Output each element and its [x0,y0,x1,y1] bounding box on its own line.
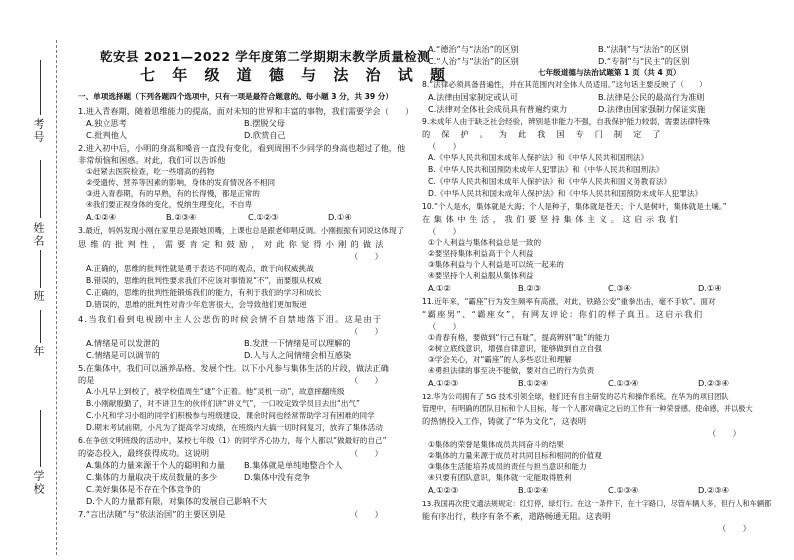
name-line [40,160,41,218]
q2-option-a: A.①②④ [86,212,117,222]
q6-answer-bracket: （ ） [350,448,383,458]
exam-no-label: 考号 [32,118,45,144]
q8-option-a: A.法律由国家制定或认可 [428,92,518,102]
q11-item-3: ③学会关心，对“霸座”的人多些忍让和理解 [428,355,572,364]
q5-stem-line1: 5.在集体中，我们可以涵养品格、发展个性。以下小凡参与集体生活的片段，做法正确 [78,363,389,373]
q4-option-b: B.发泄一下情绪是可以理解的 [244,338,351,348]
q12-option-c: C.①③④ [608,485,639,495]
q12-stem-line1: 12.华为公司拥有了 5G 技术引领全球，他们还有自主研发的芯片和操作系统。在华为的项目团队 [422,392,729,401]
q10-item-3: ③集体利益与个人利益是可以统一起来的 [428,260,564,269]
q10-option-d: D.①④ [698,283,722,293]
q4-option-d: D.人与人之间情绪会相互感染 [244,350,352,360]
q7-stem: 7.“言出法随”与“依法治国”的主要区别是 [78,509,226,519]
q5-option-d: D.期末考试前期，小凡为了提高学习成绩，在班级内大搞一切时间复习，放弃了集体活动 [86,423,383,432]
q12-item-4: ④只要有团队意识，集体就一定能取得胜利 [428,473,572,482]
q8-option-b: B.法律是公民的最高行为准则 [598,92,705,102]
q11-stem-line2: “霸座男”、“霸座女”，有网友评论：你们的样子真丑。这启示我们 [422,309,704,319]
exam-subject: 七 年 级 道 德 与 法 治 试 题 [140,66,452,84]
q12-stem-line2: 管理中，有明确的团队目标和个人目标，每一个人都对确定之后的工作有一种荣誉感、使命感，并以极大 [422,404,753,413]
q11-item-1: ①青春有格，要做到“行己有耻”，提高辨别“耻”的能力 [428,333,611,342]
q7-answer-bracket: （ ） [350,509,383,519]
section-heading: 一、单项选择题（下列各题四个选项中，只有一项是最符合题意的。每小题 3 分，共 39 分） [78,92,393,101]
q3-answer-bracket: （ ） [350,251,383,261]
q10-stem-line1: 10.“个人是水，集体就是大海；个人是种子，集体就是苍天；个人是树叶，集体就是土壤。” [422,202,727,211]
q13-answer-bracket: （ ） [718,523,751,533]
q12-answer-bracket: （ ） [708,428,741,438]
grade-label: 年 [32,345,45,358]
q4-stem: 4.当我们看到电视剧中主人公悲伤的时候会情不自禁地落下泪。这是由于 [78,314,383,324]
q4-option-a: A.情绪是可以发泄的 [86,338,160,348]
q2-option-c: C.①②③ [248,212,279,222]
q12-option-d: D.②③④ [698,485,729,495]
q7-option-a: A.“德治”与“法治”的区别 [428,44,519,54]
q7-option-b: B.“法制”与“法治”的区别 [598,44,689,54]
q3-option-a: A.正确的，思维的批判性就是勇于表达不同的观点，敢于向权威挑战 [86,264,314,273]
q11-stem-line1: 11.近年来，“霸座”行为发生频率有高涨，对此，铁路公安“重拳出击，毫不手软”。面对 [422,297,716,306]
q11-option-b: B.①②④ [518,378,549,388]
q9-stem-line2: 的保护。为此我国专门制定了 [422,129,672,139]
binding-sidebar [0,0,68,560]
q11-item-4: ④勇担法律的事至决不能做，要对自己的行为负责 [428,366,595,375]
q11-option-a: A.①②③ [428,378,459,388]
q5-answer-bracket: （ ） [350,375,383,385]
q7-option-d: D.“专制”与“民主”的区别 [598,56,690,66]
q12-item-3: ③集体生活能培养成员的责任与担当意识和能力 [428,462,587,471]
q10-stem-line2: 在集体中生活，我们要坚持集体主义。这启示我们 [422,214,682,224]
q2-option-b: B.②③④ [166,212,197,222]
q10-answer-bracket: （ ） [428,226,461,236]
q9-option-d: D.《中华人民共和国未成年人保护法》和《中华人民共和国预防未成年人犯罪法》 [428,189,703,198]
school-line [40,410,41,467]
q13-stem-line1: 13.我国再次使文通法规规定：红灯停，绿灯行。在这一条件下，在十字路口，尽管车辆人多，但行人和车辆都 [422,499,772,508]
page-footer: 七年级道德与法治试题第 1 页（共 4 页） [538,68,681,77]
q11-option-d: D.②③④ [698,378,729,388]
q6-stem-line1: 6.在争创文明班级的活动中，某校七年级（1）的同学齐心协力，每个人都以“做最好的自己” [78,436,387,445]
q10-item-2: ②要坚持集体利益高于个人利益 [428,249,534,258]
q5-stem-line2: 的是 [78,375,95,385]
q8-option-d: D.法律由国家强制力保证实施 [598,104,706,114]
q3-option-c: C.正确的，思维的批判性能锻炼我们的能力，有利于我们的学习和成长 [86,288,322,297]
school-label: 学校 [32,470,45,496]
q1-option-d: D.欣赏自己 [244,130,286,140]
q9-option-b: B.《中华人民共和国预防未成年人犯罪法》和《中华人民共和国刑法》 [428,165,664,174]
q1-option-a: A.独立思考 [86,118,127,128]
q1-stem: 1.进入青春期，随着思维能力的提高，面对未知的世界和丰富的事物，我们需要学会（ ） [78,106,414,116]
q6-option-d2: D.个人的力量都有限，对集体的发展自己影响不大 [86,496,267,506]
q10-option-c: C.③④ [608,283,631,293]
q1-option-c: C.批判他人 [86,130,128,140]
q4-answer-bracket: （ ） [350,326,383,336]
class-line [40,250,41,288]
q7-option-c: C.“人治”与“法治”的区别 [428,56,519,66]
q6-option-b: B.集体就是单纯地整合个人 [244,460,343,470]
q3-option-d: D.错误的，思维的批判性对青少年危害很大，会导致他们更加叛逆 [86,300,307,309]
binding-dashed-line [56,40,57,555]
q2-item-1: ①赶紧去医院检查，吃一些增高的药物 [86,167,215,176]
q2-item-4: ④我们要正视身体的变化，悦纳生理变化，不自卑 [86,200,253,209]
q12-option-b: B.①②④ [518,485,549,495]
q6-stem-line2: 的姿态投入，最终获得成功。这说明 [78,448,210,458]
q5-option-b: B.小刚献殷勤了，对不讲卫生的伙伴们讲“讲义气”，一口咬定致学员目去出“出气” [86,399,360,408]
q6-option-c: C.集体的力量取决于成员数量的多少 [86,472,218,482]
q2-item-3: ③进入青春期，有的早熟，有的长得慢，都是正常的 [86,189,260,198]
q11-item-2: ②树立底线意识，增强自律意识，能够做到自立自强 [428,344,602,353]
q5-option-c: C.小凡和学习小组的同学们积极参与班级建设，课余时间也经常帮助学习有困难的同学 [86,411,375,420]
q10-item-1: ①个人利益与集体利益总是一致的 [428,238,542,247]
q12-stem-line3: 的热情投入工作，铸就了“华为文化”，这表明 [422,416,587,426]
q3-stem-line1: 3.最近，妈妈发现小刚在家里总是跟她顶嘴，上课也总是跟老师唱反调。小刚振振有词说这体现了 [78,226,405,235]
q9-option-c: C.《中华人民共和国未成年人保护法》和《中华人民共和国义务教育法》 [428,177,672,186]
q11-answer-bracket: （ ） [428,321,461,331]
q3-option-b: B.错误的，思维的批判性要求我们不应该对事情说“不”，而要服从权威 [86,276,322,285]
q10-option-b: B.②③ [518,283,541,293]
q6-option-d: D.集体中没有竞争 [244,472,311,482]
q2-option-d: D.①④ [328,212,352,222]
q6-option-c2: C.美好集体是不存在个体竞争的 [86,484,201,494]
q2-item-2: ②受遗传、营养等因素的影响，身体的发育情况各不相同 [86,178,276,187]
q9-answer-bracket: （ ） [428,141,461,151]
name-label: 姓名 [32,222,45,248]
q12-option-a: A.①②③ [428,485,459,495]
q9-stem-line1: 9.未成年人由于缺乏社会经验，辨别是非能力不强，自我保护能力较弱，需要法律特殊 [422,117,711,126]
q12-item-2: ②集体的力量来源于成员对共同目标和相同的价值观 [428,451,602,460]
exam-title: 乾安县 2021—2022 学年度第二学期期末教学质量检测 [100,49,431,64]
q2-stem-line1: 2.进入初中后，小明的身高和嗓音一直没有变化，看到周围不少同学的身高也超过了他，他 [78,143,406,153]
q10-option-a: A.①② [428,283,451,293]
exam-no-line [40,60,41,115]
class-label: 班 [32,290,45,303]
q11-option-c: C.①③④ [608,378,639,388]
grade-line [40,310,41,343]
q8-stem: 8.“法律必须具备普遍性，并在其范围内对全体人员适用。”这句话主要反映了（ ） [422,80,707,89]
q9-option-a: A.《中华人民共和国未成年人保护法》和《中华人民共和国刑法》 [428,153,649,162]
q3-stem-line2: 思维的批判性，需要肯定和鼓励，对此你觉得小刚的做法 [78,239,388,249]
q8-option-c: C.法律对全体社会成员具有普遍约束力 [428,104,568,114]
q5-option-a: A.小凡早上到校了，被学校值周生“逮”个正着。他“灵机一动”，故意摔翻班级 [86,387,345,396]
q4-option-c: C.情绪是可以调节的 [86,350,160,360]
q2-stem-line2: 非常烦恼和困惑。对此，我们可以告诉他 [78,155,226,165]
q13-stem-line2: 能有序出行，秩序有条不紊，道路畅通无阻。这表明 [422,511,611,521]
q10-item-4: ④要坚持个人利益服从集体利益 [428,271,534,280]
q12-item-1: ①集体的荣誉是集体成员共同奋斗的结果 [428,440,564,449]
q1-option-b: B.摆脱父母 [244,118,285,128]
q6-option-a: A.集体的力量来源于个人的聪明和力量 [86,460,226,470]
